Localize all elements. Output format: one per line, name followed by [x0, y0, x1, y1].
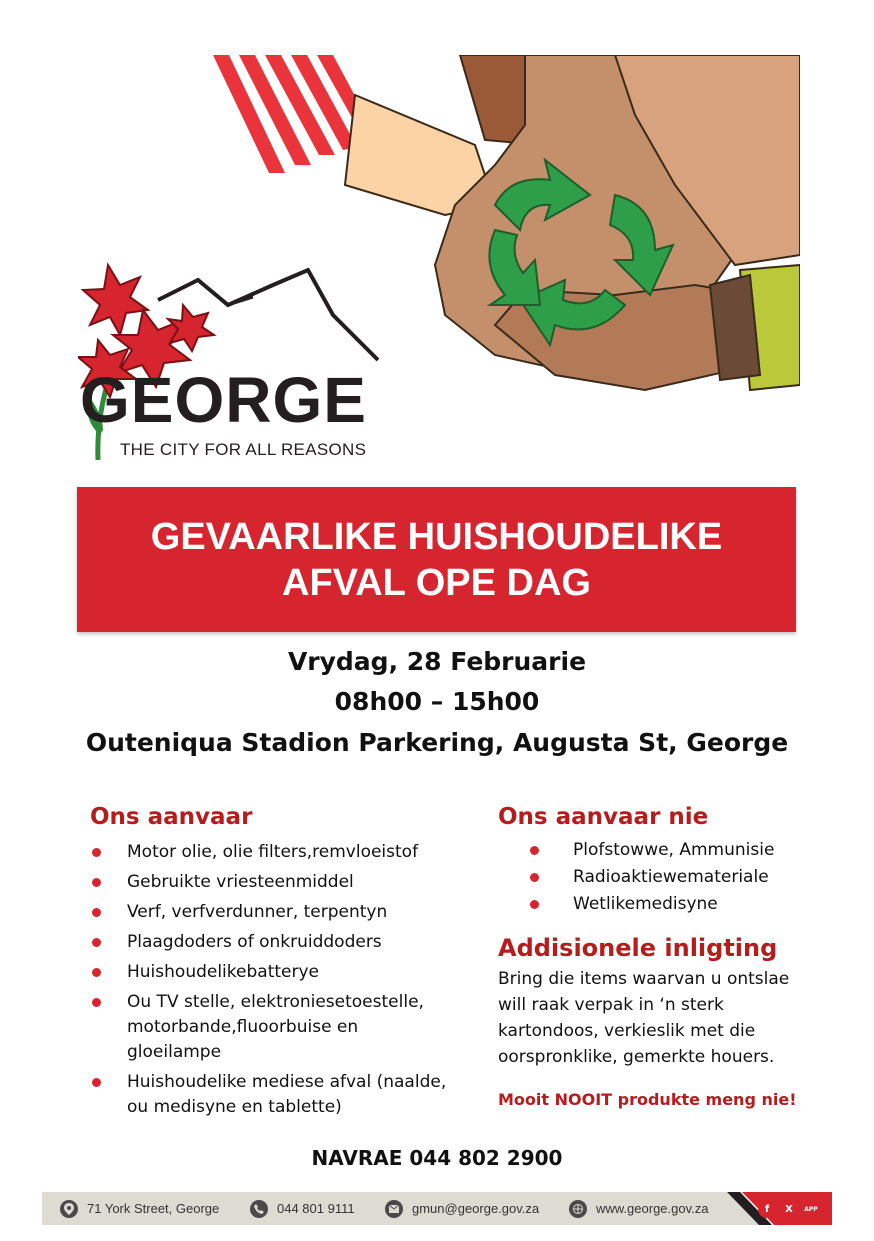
event-time: 08h00 – 15h00	[334, 687, 540, 716]
list-item: Gebruikte vriesteenmiddel	[90, 870, 450, 895]
logo-wordmark: GEORGE	[80, 364, 367, 436]
list-item: Radioaktiewemateriale	[498, 865, 808, 890]
accepted-heading: Ons aanvaar	[90, 804, 253, 830]
event-location: Outeniqua Stadion Parkering, Augusta St, George	[85, 728, 789, 757]
app-icon[interactable]: APP	[802, 1200, 820, 1218]
list-item: Plaagdoders of onkruiddoders	[90, 930, 450, 955]
list-item: Huishoudelikebatterye	[90, 960, 450, 985]
footer-phone[interactable]: 044 801 9111	[250, 1192, 355, 1225]
event-date: Vrydag, 28 Februarie	[287, 647, 587, 676]
info-heading: Addisionele inligting	[498, 934, 778, 962]
bullet-icon	[92, 968, 101, 977]
list-item: Ou TV stelle, elektroniesetoestelle, motorbande,fluoorbuise en gloeilampe	[90, 990, 450, 1065]
logo-tagline: THE CITY FOR ALL REASONS	[120, 440, 367, 459]
footer-website[interactable]: www.george.gov.za	[569, 1192, 709, 1225]
title-banner	[77, 487, 796, 632]
accepted-list	[90, 840, 450, 1120]
x-icon[interactable]: X	[780, 1200, 798, 1218]
list-item: Motor olie, olie filters,remvloeistof	[90, 840, 450, 865]
location-pin-icon	[60, 1200, 78, 1218]
bullet-icon	[530, 900, 539, 909]
facebook-icon[interactable]: f	[758, 1200, 776, 1218]
phone-icon	[250, 1200, 268, 1218]
footer-email[interactable]: gmun@george.gov.za	[385, 1192, 539, 1225]
list-item: Verf, verfverdunner, terpentyn	[90, 900, 450, 925]
not-accepted-section	[498, 804, 808, 838]
bullet-icon	[92, 1078, 101, 1087]
not-accepted-heading: Ons aanvaar nie	[498, 804, 709, 830]
list-item: Plofstowwe, Ammunisie	[498, 838, 808, 863]
warning-text: Mooit NOOIT produkte meng nie!	[498, 1090, 797, 1109]
bullet-icon	[530, 873, 539, 882]
list-item: Wetlikemedisyne	[498, 892, 808, 917]
list-item: Huishoudelike mediese afval (naalde, ou medisyne en tablette)	[90, 1070, 450, 1120]
bullet-icon	[92, 878, 101, 887]
footer-bar	[42, 1192, 832, 1225]
title-line-2: AFVAL OPE DAG	[282, 561, 591, 604]
footer-address: 71 York Street, George	[60, 1192, 219, 1225]
bullet-icon	[92, 848, 101, 857]
bullet-icon	[92, 938, 101, 947]
not-accepted-items	[498, 838, 808, 919]
bullet-icon	[530, 846, 539, 855]
info-text: Bring die items waarvan u ontslae will raak verpak in ‘n sterk kartondoos, verkieslik met die oorspronklike, gemerkte houers.	[498, 969, 790, 1067]
info-section	[498, 934, 798, 1109]
enquiries-phone: NAVRAE 044 802 2900	[311, 1146, 563, 1170]
accepted-section	[90, 804, 450, 1125]
bullet-icon	[92, 908, 101, 917]
globe-icon	[569, 1200, 587, 1218]
bullet-icon	[92, 998, 101, 1007]
title-line-1: GEVAARLIKE HUISHOUDELIKE	[150, 515, 723, 558]
email-icon	[385, 1200, 403, 1218]
